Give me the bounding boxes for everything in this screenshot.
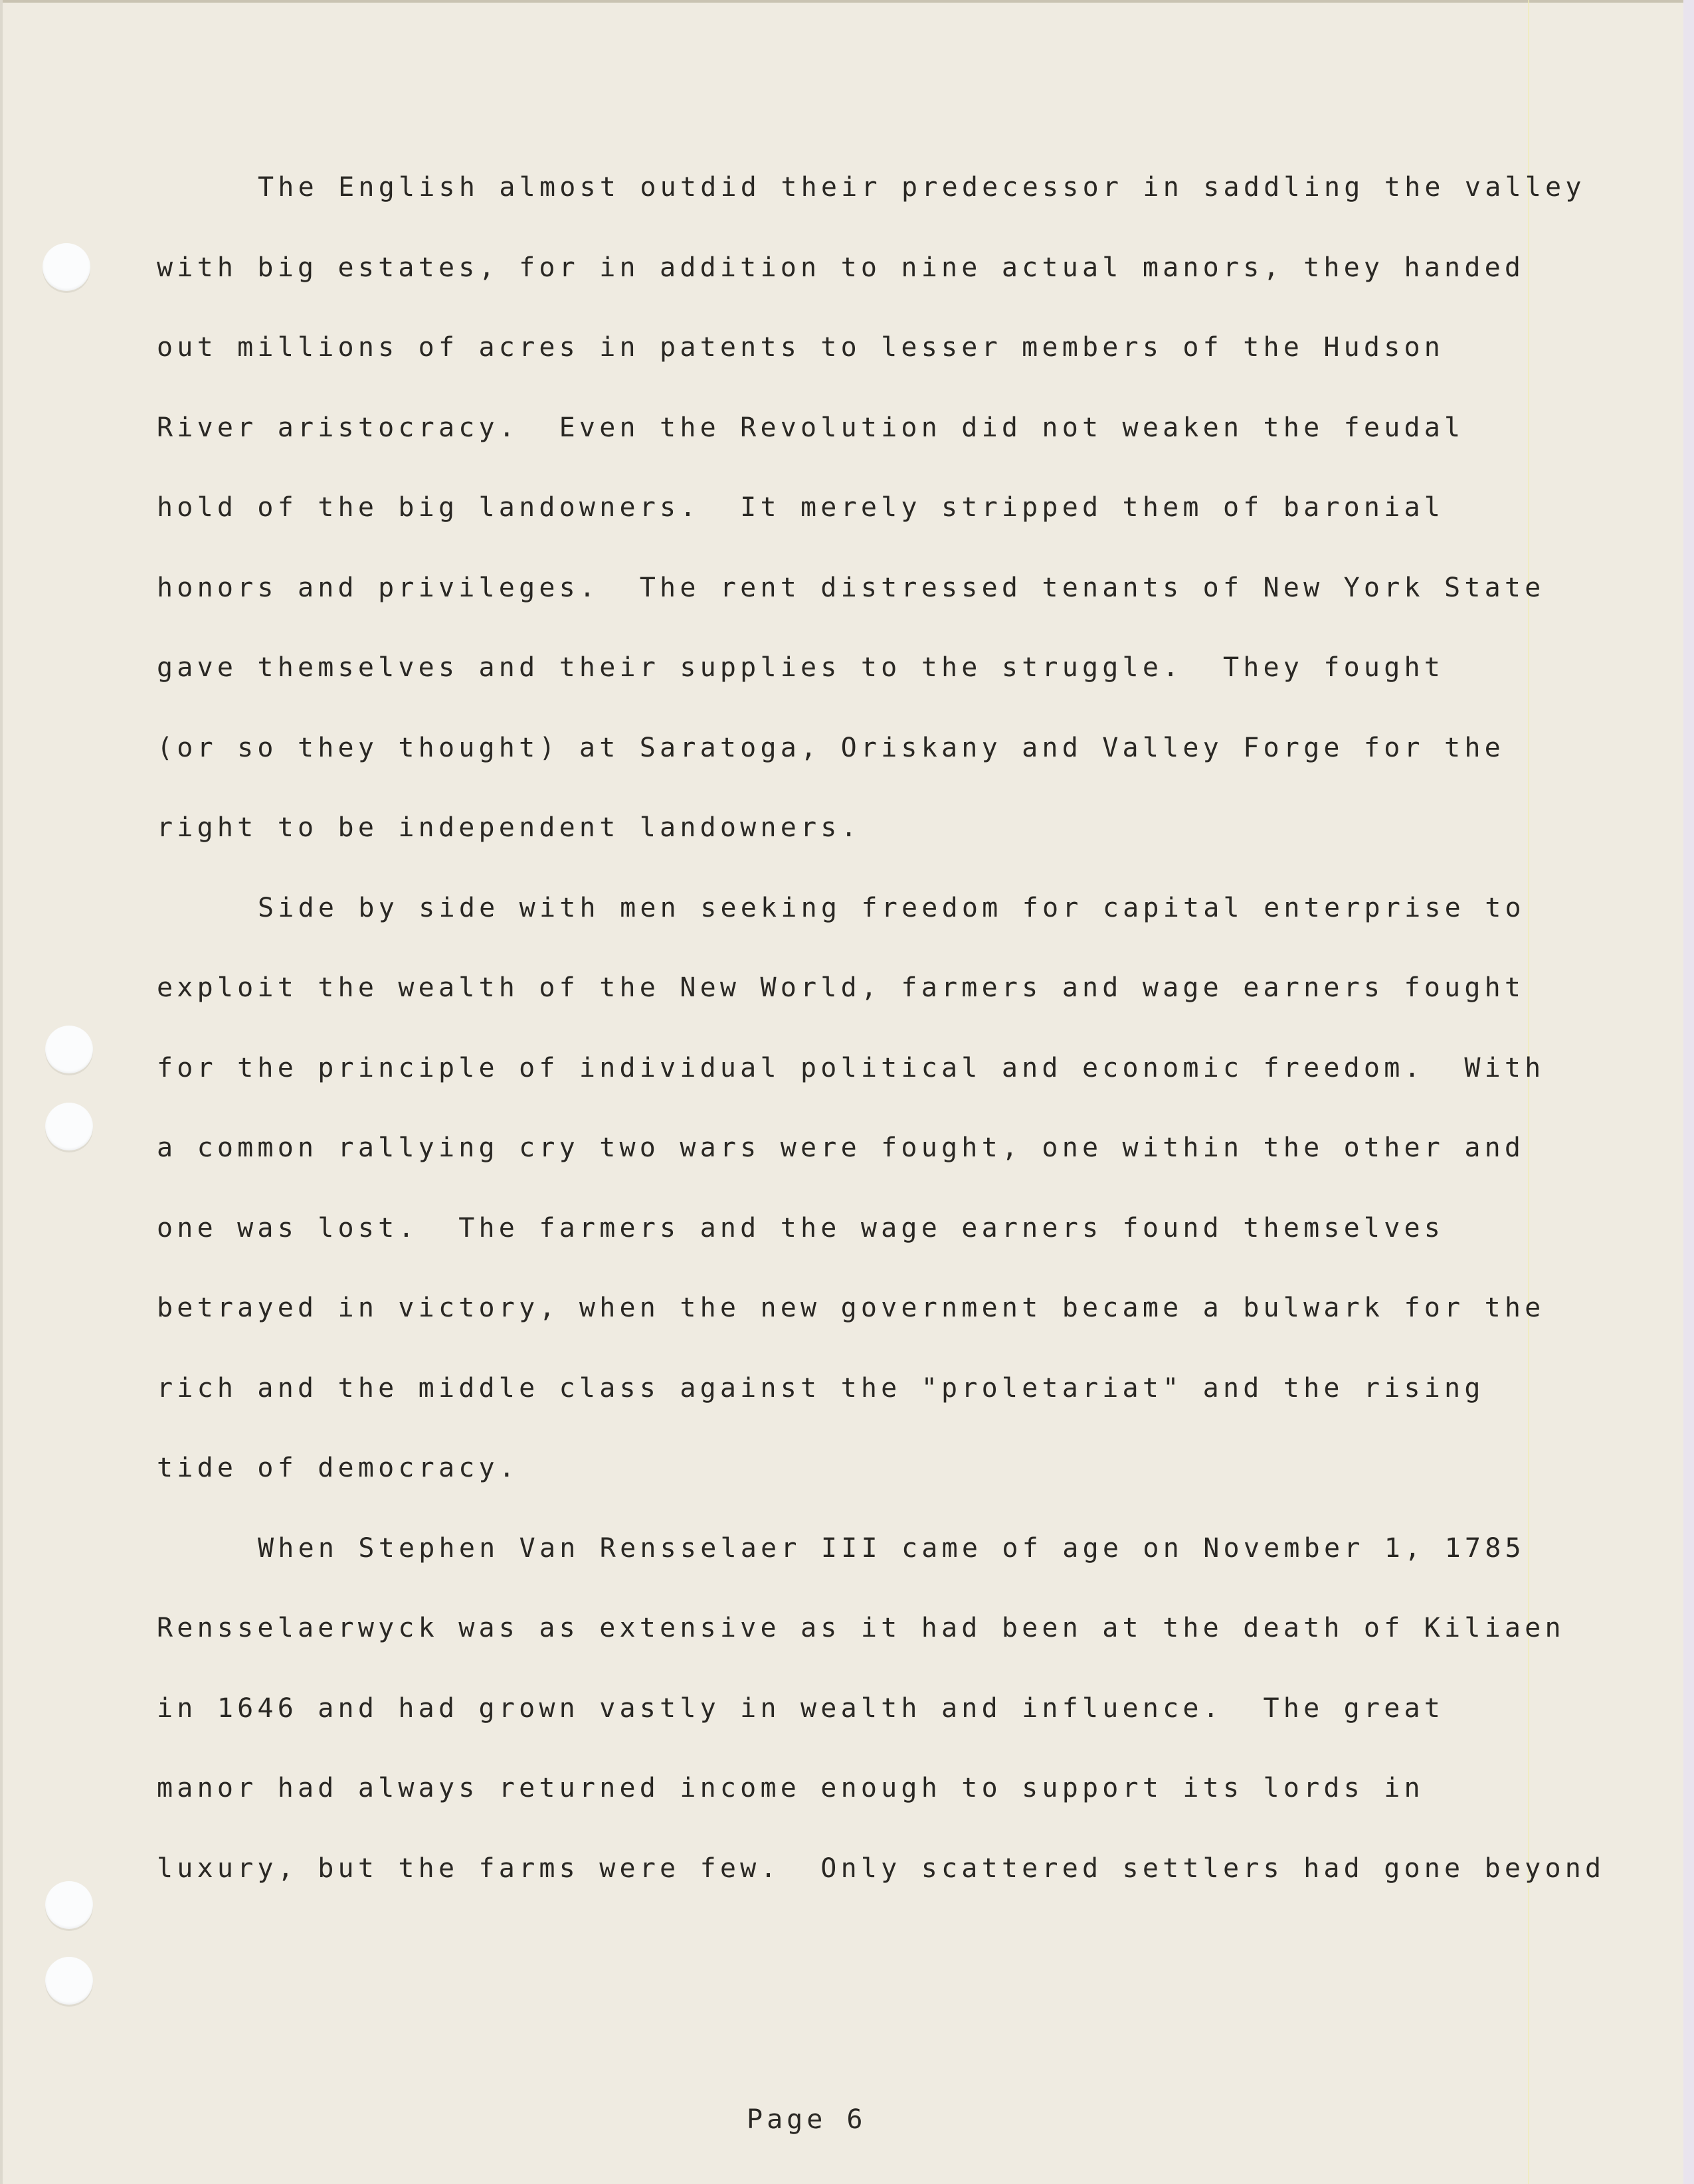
- text-line: River aristocracy. Even the Revolution did not weaken the feudal: [157, 412, 1465, 443]
- text-line: right to be independent landowners.: [157, 812, 861, 843]
- text-line: one was lost. The farmers and the wage earners found themselves: [157, 1212, 1445, 1243]
- text-line: manor had always returned income enough to support its lords in: [157, 1773, 1424, 1803]
- text-line: tide of democracy.: [157, 1453, 519, 1483]
- text-line: a common rallying cry two wars were fought, one within the other and: [157, 1133, 1525, 1163]
- text-line: honors and privileges. The rent distressed tenants of New York State: [157, 572, 1545, 603]
- text-line: Side by side with men seeking freedom for capital enterprise to: [258, 892, 1525, 923]
- typed-body-text: [157, 167, 1618, 1928]
- punch-hole: [45, 1957, 93, 2005]
- text-line: Rensselaerwyck was as extensive as it had been at the death of Kiliaen: [157, 1613, 1565, 1643]
- punch-hole: [45, 1881, 93, 1929]
- text-line: luxury, but the farms were few. Only scattered settlers had gone beyond: [157, 1853, 1606, 1884]
- paragraph: [157, 1528, 1618, 1929]
- text-line: exploit the wealth of the New World, farmers and wage earners fought: [157, 972, 1525, 1003]
- punch-hole: [45, 1026, 93, 1073]
- paragraph: [157, 167, 1618, 888]
- text-line: gave themselves and their supplies to the struggle. They fought: [157, 652, 1445, 683]
- paragraph: [157, 888, 1618, 1528]
- text-line: When Stephen Van Rensselaer III came of age on November 1, 1785: [258, 1532, 1525, 1564]
- text-line: in 1646 and had grown vastly in wealth and influence. The great: [157, 1692, 1445, 1724]
- text-line: betrayed in victory, when the new government became a bulwark for the: [157, 1293, 1545, 1323]
- text-line: with big estates, for in addition to nine actual manors, they handed: [157, 252, 1525, 283]
- text-line: hold of the big landowners. It merely stripped them of baronial: [157, 492, 1445, 523]
- text-line: out millions of acres in patents to lesser members of the Hudson: [157, 332, 1445, 363]
- text-line: (or so they thought) at Saratoga, Oriskany and Valley Forge for the: [157, 732, 1505, 763]
- paper-top-edge: [0, 0, 1683, 3]
- text-line: rich and the middle class against the "proletariat" and the rising: [157, 1372, 1485, 1404]
- page-number: Page 6: [747, 2104, 867, 2135]
- paper-left-edge: [0, 0, 3, 2184]
- text-line: for the principle of individual political and economic freedom. With: [157, 1052, 1545, 1083]
- punch-hole: [43, 243, 90, 291]
- punch-hole: [45, 1103, 93, 1150]
- scan-background-edge: [1683, 0, 1694, 2184]
- text-line: The English almost outdid their predecessor in saddling the valley: [258, 172, 1586, 203]
